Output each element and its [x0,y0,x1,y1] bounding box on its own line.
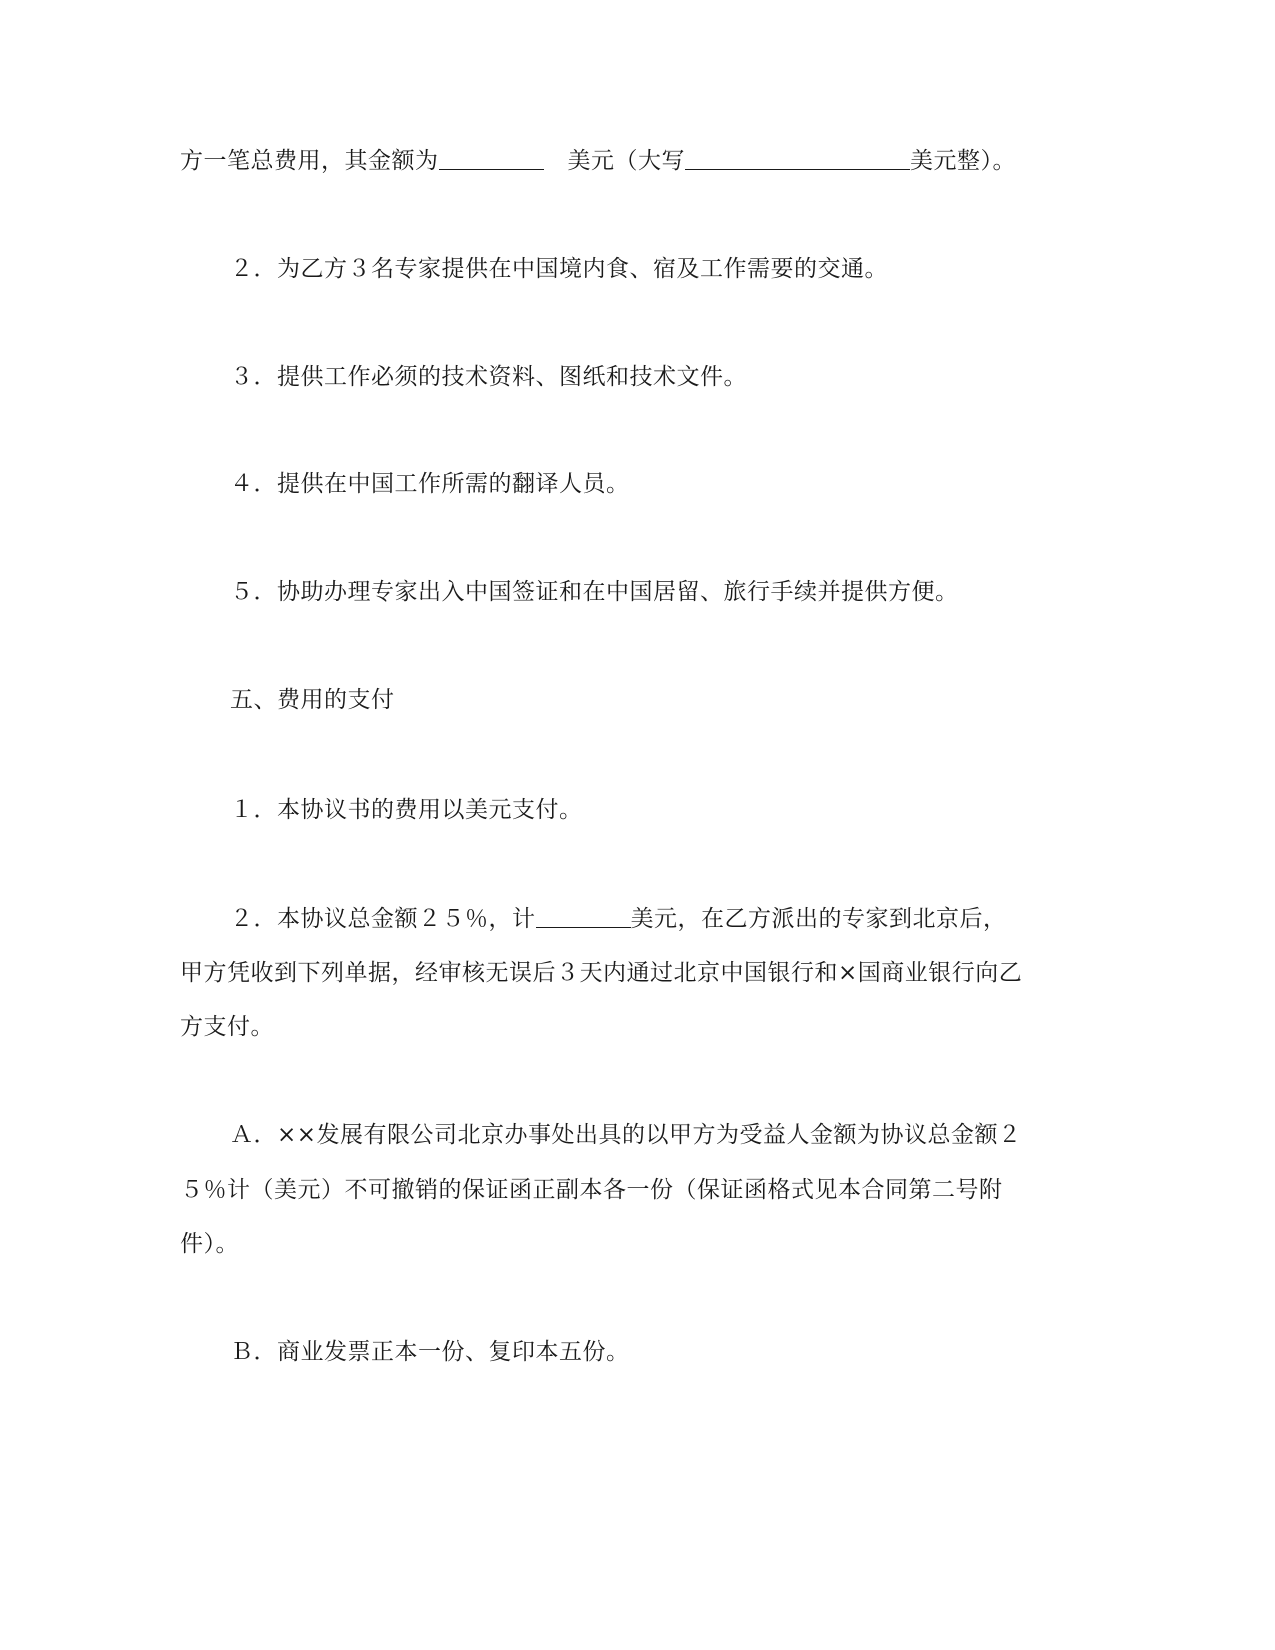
text-segment: 方一笔总费用，其金额为 [180,148,439,174]
document-item-a: Ａ．××发展有限公司北京办事处出具的以甲方为受益人金额为协议总金额２ [230,1122,1022,1148]
text-segment: ２．本协议总金额２５％，计 [230,906,536,932]
section-heading-payment: 五、费用的支付 [230,687,395,713]
amount-blank [536,903,631,928]
text-segment: 美元，在乙方派出的专家到北京后， [630,906,1007,932]
text-segment: 美元整）。 [910,148,1016,174]
item-5-visa: ５．协助办理专家出入中国签证和在中国居留、旅行手续并提供方便。 [230,579,959,605]
payment-item-2-cont: 方支付。 [180,1014,274,1040]
payment-item-1: １．本协议书的费用以美元支付。 [230,797,583,823]
item-3-tech-docs: ３．提供工作必须的技术资料、图纸和技术文件。 [230,364,747,390]
payment-item-2 [230,903,1130,933]
paragraph-fee-total [180,145,1080,175]
item-2-transport: ２．为乙方３名专家提供在中国境内食、宿及工作需要的交通。 [230,256,888,282]
document-item-a-cont: ５％计（美元）不可撤销的保证函正副本各一份（保证函格式见本合同第二号附 [180,1177,1003,1203]
document-item-b: Ｂ．商业发票正本一份、复印本五份。 [230,1339,630,1365]
text-segment: 美元（大写 [567,148,685,174]
document-item-a-cont: 件）。 [180,1231,239,1257]
item-4-translators: ４．提供在中国工作所需的翻译人员。 [230,471,630,497]
amount-words-blank [685,145,910,170]
payment-item-2-cont: 甲方凭收到下列单据，经审核无误后３天内通过北京中国银行和×国商业银行向乙 [180,960,1023,986]
amount-blank [439,145,544,170]
